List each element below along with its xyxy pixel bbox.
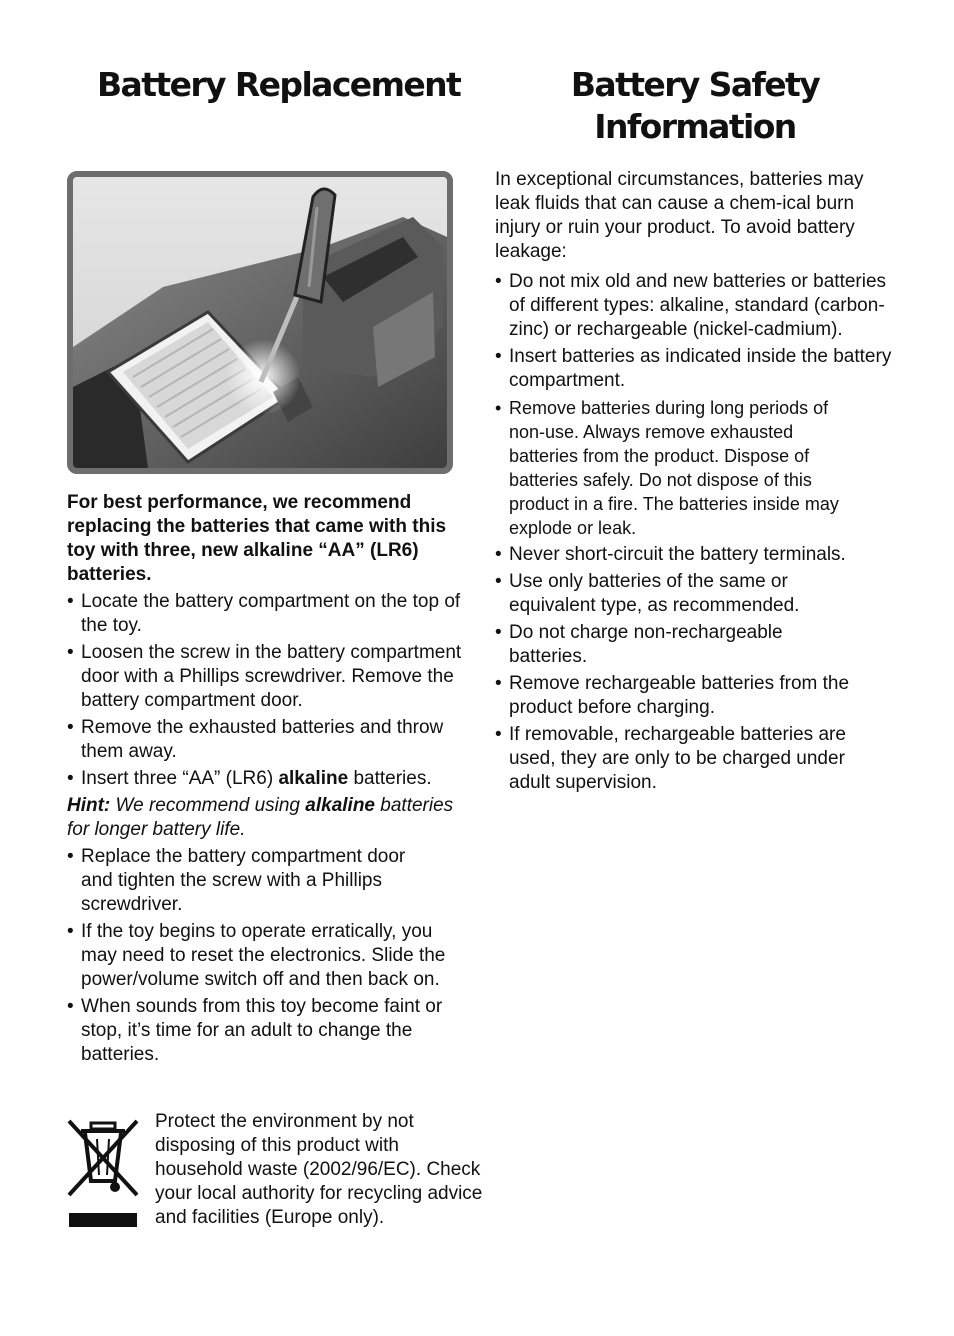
hint-bold: alkaline: [305, 795, 375, 816]
list-item: • Loosen the screw in the battery compartment door with a Phillips screwdriver. Remove the battery compartment door.: [67, 641, 467, 713]
list-item: [67, 767, 467, 791]
environment-notice: Protect the environment by not disposing of this product with household waste (2002/96/EC). Check your local authority for recycling advice and facilities (Europe only).: [155, 1111, 483, 1228]
list-item: • Remove the exhausted batteries and throw them away.: [67, 716, 467, 764]
insert-suffix: batteries.: [348, 768, 432, 789]
insert-bold: alkaline: [278, 768, 349, 789]
crossed-bin-icon: [67, 1117, 139, 1229]
list-item: • Insert batteries as indicated inside the battery compartment.: [495, 345, 895, 393]
list-item: • Replace the battery compartment door and tighten the screw with a Phillips screwdriver.: [67, 845, 467, 917]
hint-body-b: batteries for longer battery life.: [67, 795, 454, 840]
battery-safety-title: Battery Safety Information: [570, 65, 820, 146]
hint-body-a: We recommend using: [110, 795, 306, 816]
replacement-instructions: [67, 491, 467, 1070]
safety-list: [495, 270, 895, 795]
list-item: • When sounds from this toy become faint or stop, it’s time for an adult to change the batteries.: [67, 995, 467, 1067]
hint-text: [67, 794, 467, 842]
battery-replacement-title: Battery Replacement: [97, 65, 461, 104]
hint-label: Hint:: [67, 795, 111, 816]
safety-instructions: [495, 168, 895, 798]
replacement-steps-list-b: [67, 845, 467, 1067]
list-item: • Use only batteries of the same or equivalent type, as recommended.: [495, 570, 895, 618]
replacement-intro: For best performance, we recommend replacing the batteries that came with this toy with three, new alkaline “AA” (LR6) batteries.: [67, 492, 447, 585]
list-item: • Do not charge non-rechargeable batteries.: [495, 621, 895, 669]
screwdriver-battery-illustration: [73, 177, 447, 468]
list-item: • Remove batteries during long periods of non-use. Always remove exhausted batteries from the product. Dispose of batteries safely. Do not dispose of this product in a fire. The batteries inside may explode or leak.: [495, 396, 895, 540]
safety-intro: In exceptional circumstances, batteries may leak fluids that can cause a chem-ical burn injury or ruin your product. To avoid battery leakage:: [495, 169, 864, 262]
list-item: • Locate the battery compartment on the top of the toy.: [67, 590, 467, 638]
list-item: • Remove rechargeable batteries from the product before charging.: [495, 672, 895, 720]
battery-compartment-photo: [67, 171, 453, 474]
insert-text: Insert three “AA” (LR6): [81, 768, 279, 789]
list-item: • Do not mix old and new batteries or batteries of different types: alkaline, standard (carbon-zinc) or rechargeable (nickel-cadmium).: [495, 270, 895, 342]
list-item: • If the toy begins to operate erratically, you may need to reset the electronics. Slide the power/volume switch off and then back on.: [67, 920, 467, 992]
replacement-steps-list: [67, 590, 467, 791]
list-item: • If removable, rechargeable batteries are used, they are only to be charged under adult supervision.: [495, 723, 895, 795]
list-item: • Never short-circuit the battery terminals.: [495, 543, 895, 567]
